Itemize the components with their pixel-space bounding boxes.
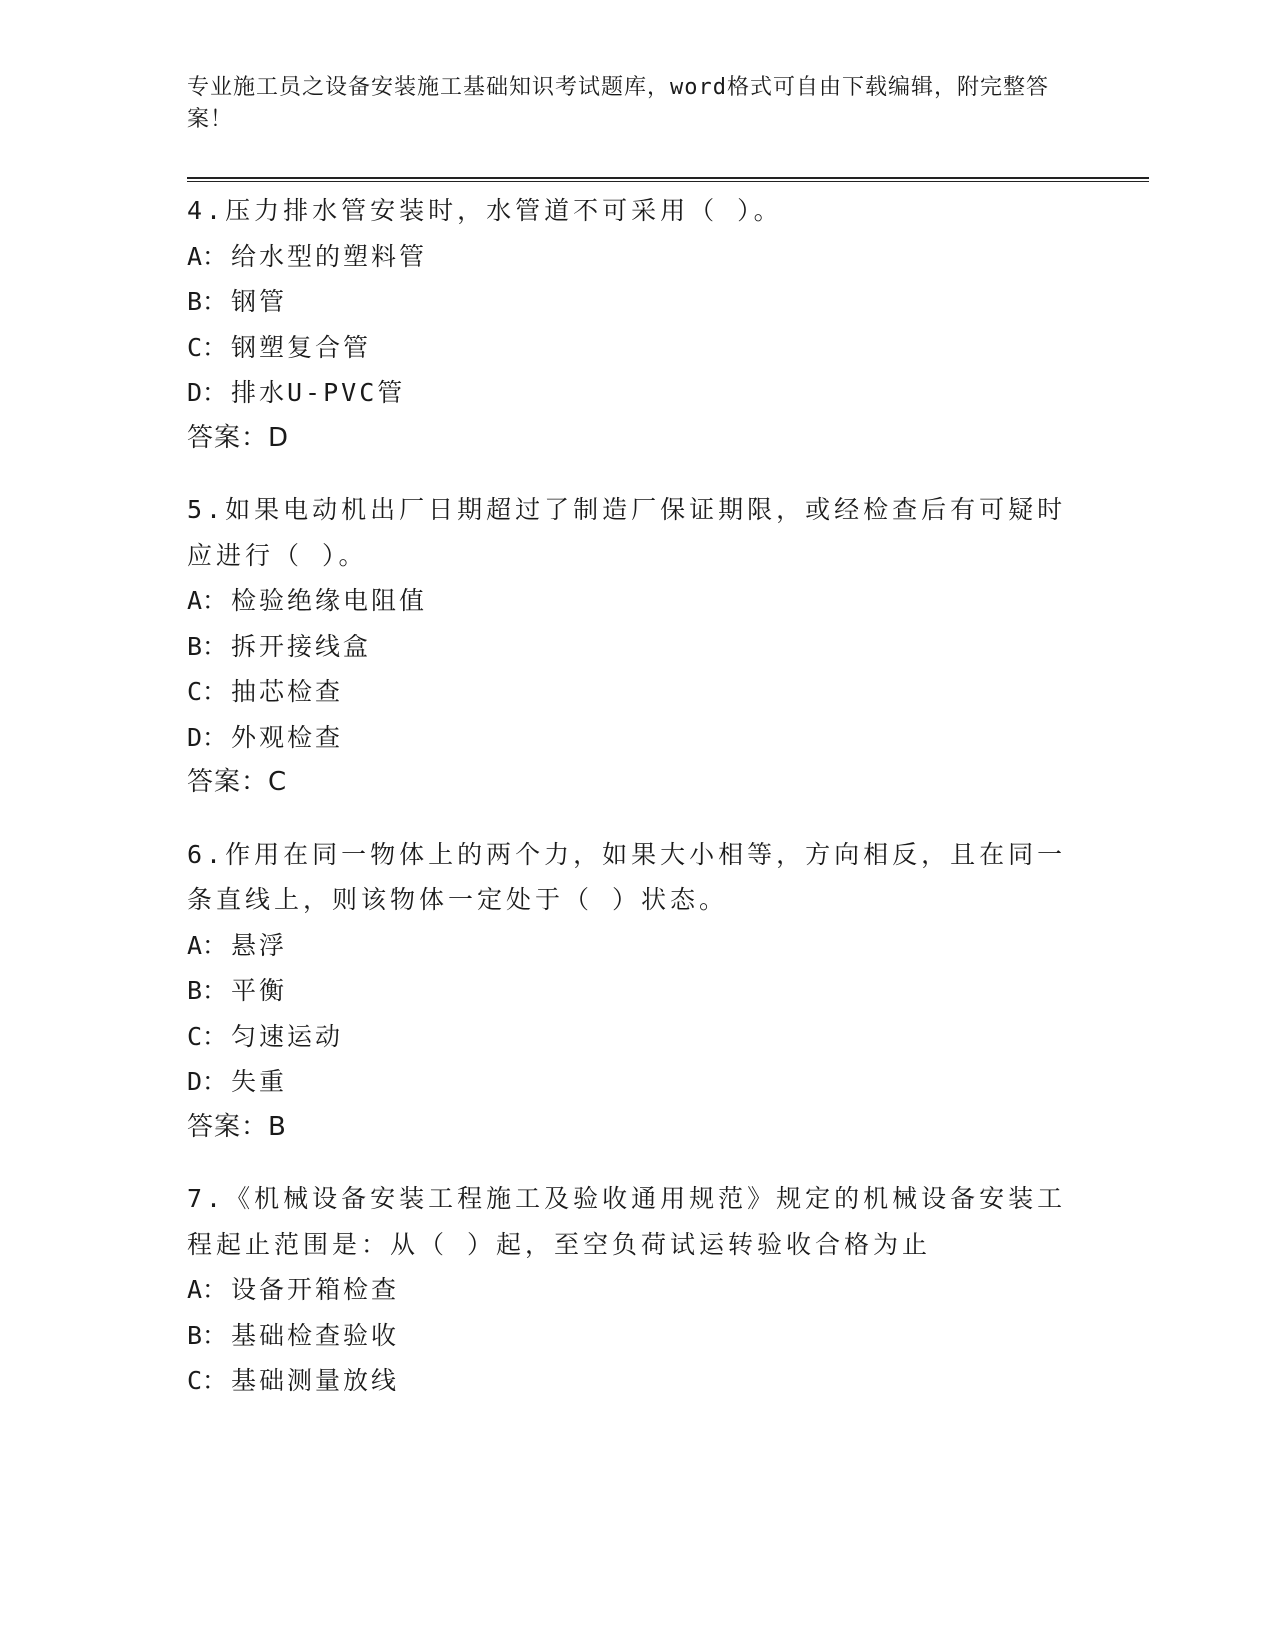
option-key: C： xyxy=(187,1366,228,1395)
option-key: B： xyxy=(187,1320,228,1350)
option-text: 外观检查 xyxy=(231,722,344,752)
question-stem: 7.《机械设备安装工程施工及验收通用规范》规定的机械设备安装工程起止范围是：从（ ）起，至空负荷试运转验收合格为止 xyxy=(187,1184,1067,1259)
answer-line: 答案：B xyxy=(187,1111,287,1142)
option-key: C： xyxy=(187,1021,228,1051)
answer-line: 答案：D xyxy=(187,422,290,453)
option-key: A： xyxy=(187,930,228,960)
question-stem: 5.如果电动机出厂日期超过了制造厂保证期限，或经检查后有可疑时应进行（ ）。 xyxy=(187,495,1067,570)
header-divider xyxy=(187,177,1149,182)
option-text: 抽芯检查 xyxy=(231,677,344,706)
option-key: D： xyxy=(187,378,228,407)
option-text: 平衡 xyxy=(231,976,288,1005)
option-key: B： xyxy=(187,631,228,661)
option-c xyxy=(187,669,1087,715)
option-key: C： xyxy=(187,332,228,362)
answer-line: 答案：C xyxy=(187,767,288,797)
option-key: C： xyxy=(187,677,228,706)
option-text: 给水型的塑料管 xyxy=(231,241,428,271)
option-key: B： xyxy=(187,287,228,316)
option-a xyxy=(187,1267,1087,1313)
document-header: 专业施工员之设备安装施工基础知识考试题库，word格式可自由下载编辑，附完整答案！ xyxy=(187,75,1049,132)
option-d xyxy=(187,370,1087,416)
option-a xyxy=(187,578,1087,624)
option-text: 钢塑复合管 xyxy=(231,332,372,362)
option-text: 匀速运动 xyxy=(231,1021,344,1051)
option-key: A： xyxy=(187,1275,228,1304)
option-key: A： xyxy=(187,586,228,615)
question-list xyxy=(187,188,1087,1430)
option-b xyxy=(187,1313,1087,1359)
question-6 xyxy=(187,832,1087,1151)
option-b xyxy=(187,624,1087,670)
option-text: 失重 xyxy=(231,1067,288,1096)
option-key: B： xyxy=(187,976,228,1005)
question-4 xyxy=(187,188,1087,461)
option-d xyxy=(187,715,1087,761)
option-text: 设备开箱检查 xyxy=(231,1275,400,1304)
option-text: 基础检查验收 xyxy=(231,1320,400,1350)
option-a xyxy=(187,234,1087,280)
question-5 xyxy=(187,487,1087,806)
option-b xyxy=(187,279,1087,325)
option-c xyxy=(187,325,1087,371)
option-text: 拆开接线盒 xyxy=(231,631,372,661)
option-key: A： xyxy=(187,241,228,271)
option-text: 检验绝缘电阻值 xyxy=(231,586,428,615)
option-c xyxy=(187,1358,1087,1404)
option-key: D： xyxy=(187,1067,228,1096)
option-d xyxy=(187,1059,1087,1105)
option-text: 排水U-PVC管 xyxy=(231,378,406,407)
question-stem: 6.作用在同一物体上的两个力，如果大小相等，方向相反，且在同一条直线上，则该物体一定处于（ ）状态。 xyxy=(187,839,1067,914)
option-text: 基础测量放线 xyxy=(231,1366,400,1395)
option-key: D： xyxy=(187,722,228,752)
option-a xyxy=(187,923,1087,969)
option-text: 悬浮 xyxy=(231,930,288,960)
option-c xyxy=(187,1014,1087,1060)
option-b xyxy=(187,968,1087,1014)
question-stem: 4.压力排水管安装时，水管道不可采用（ ）。 xyxy=(187,196,783,225)
question-7 xyxy=(187,1176,1087,1404)
option-text: 钢管 xyxy=(231,287,288,316)
